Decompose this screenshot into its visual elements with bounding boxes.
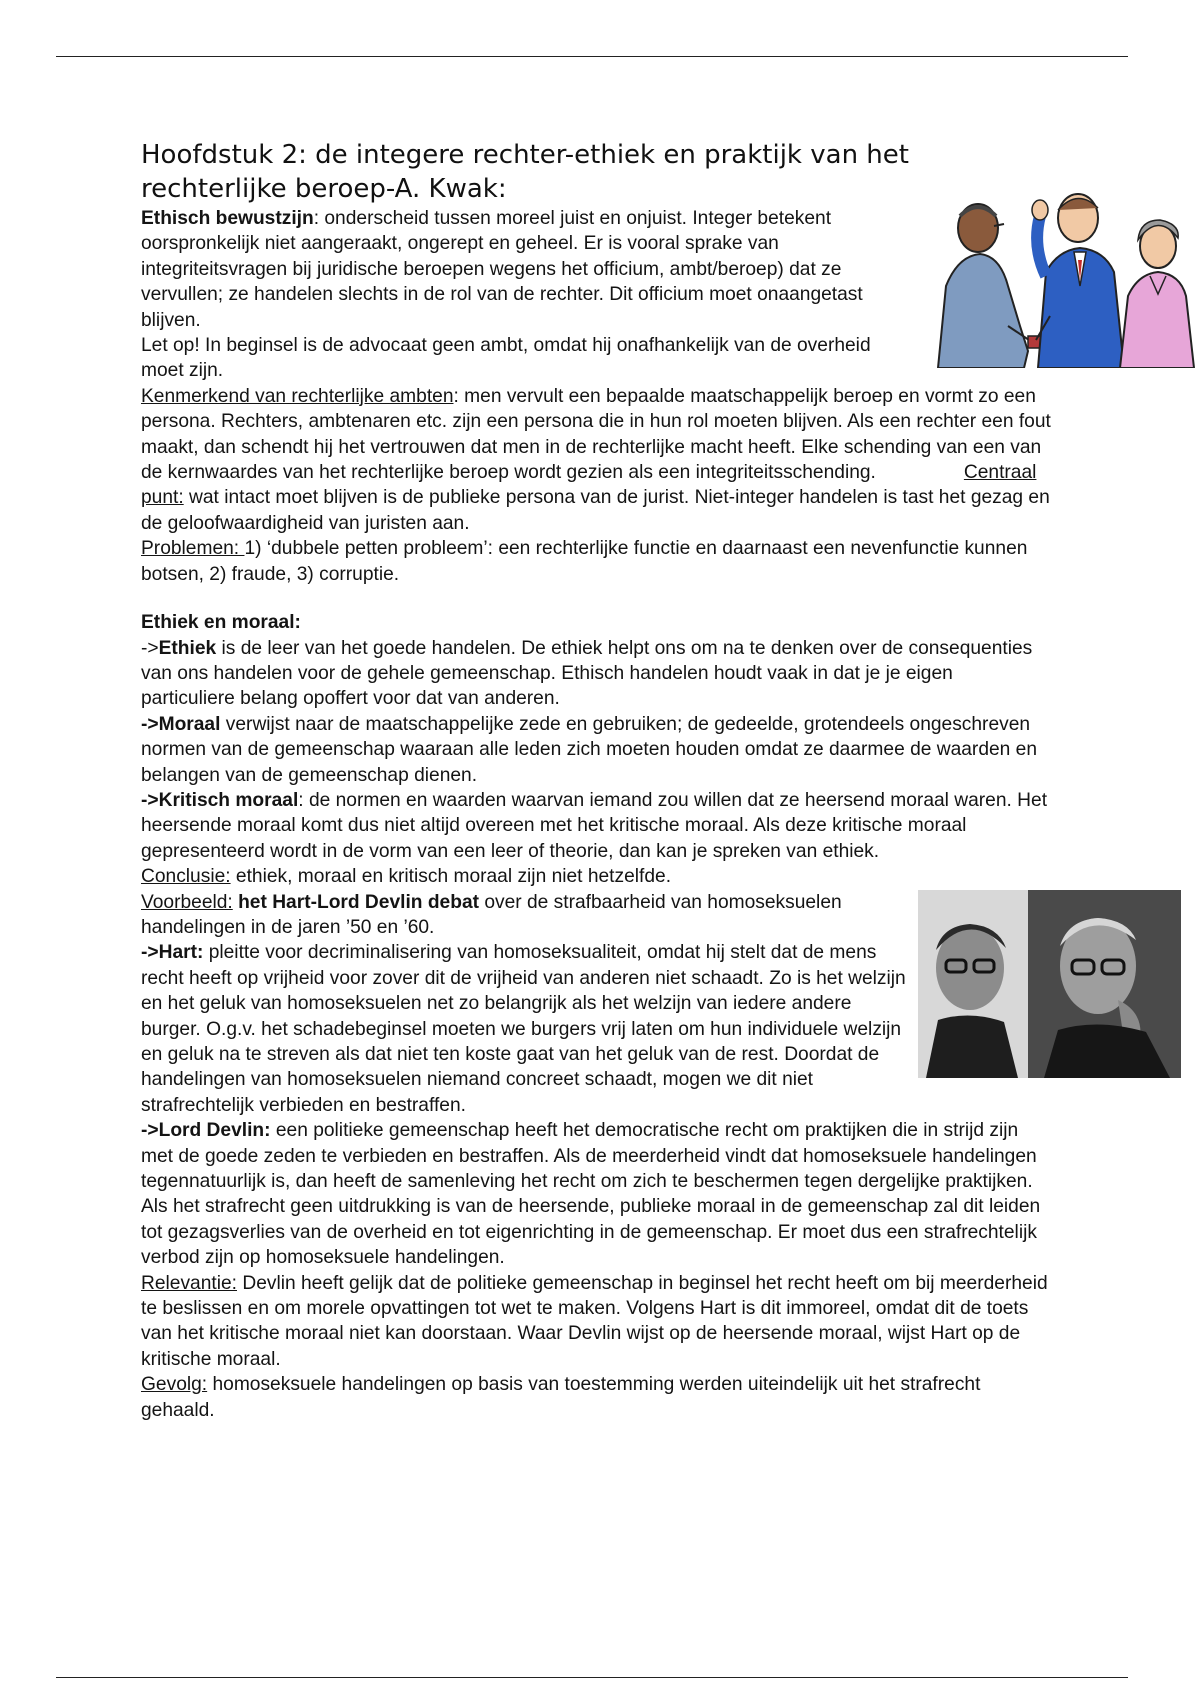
text-ethisch-bewustzijn: : onderscheid tussen moreel juist en onjuist. Integer betekent oorspronkelijk niet aangeraakt, ongerept en geheel. Er is vooral sprake van integriteitsvragen bij juridische beroepen wegens het officium, ambt/beroep) dat ze vervullen; ze handelen slechts in de rol van de rechter. Dit officium moet onaangetast blijven.	[141, 208, 863, 331]
label-centraal-punt: Centraal punt:	[141, 462, 1037, 509]
text-voorbeeld: over de strafbaarheid van homoseksuelen handelingen in de jaren ’50 en ’60.	[141, 891, 842, 938]
text-problemen: 1) ‘dubbele petten probleem’: een rechterlijke functie en daarnaast een nevenfunctie kunnen botsen, 2) fraude, 3) corruptie.	[141, 538, 1028, 585]
text-kenmerkend: : men vervult een bepaalde maatschappelijk beroep en vormt zo een persona. Rechters, ambtenaren etc. zijn een persona die in hun rol moeten blijven. Als een rechter een fout maakt, dan schendt hij het vertrouwen dat men in de rechterlijke macht heeft. Elke schending van een van de kernwaardes van het rechterlijke beroep wordt gezien als een integriteitsschending.	[141, 385, 1051, 484]
sec-kenmerkend	[141, 384, 1051, 536]
para-gevolg	[141, 1372, 1051, 1423]
para-devlin	[141, 1118, 1051, 1270]
term-ethiek: Ethiek	[158, 637, 217, 659]
term-devlin: ->Lord Devlin:	[141, 1120, 271, 1142]
text-ethiek: is de leer van het goede handelen. De ethiek helpt ons om na te denken over de consequenties van ons handelen voor de gehele gemeenschap. Ethisch handelen houdt vaak in dat je je eigen particuliere belang opoffert voor dat van anderen.	[141, 637, 1033, 710]
label-problemen: Problemen:	[141, 538, 245, 560]
term-hart: ->Hart:	[141, 942, 204, 964]
top-rule	[56, 56, 1128, 57]
label-voorbeeld: Voorbeeld:	[141, 891, 233, 913]
text-conclusie: ethiek, moraal en kritisch moraal zijn niet hetzelfde.	[230, 866, 672, 888]
text-gevolg: homoseksuele handelingen op basis van toestemming werden uiteindelijk uit het strafrecht gehaald.	[141, 1374, 981, 1421]
label-conclusie: Conclusie:	[141, 866, 231, 888]
text-moraal: verwijst naar de maatschappelijke zede en gebruiken; de gedeelde, grotendeels ongeschreven normen van de gemeenschap waaraan alle leden zich moeten houden omdat ze daarmee de waarden en belangen van de gemeenschap dienen.	[141, 713, 1038, 786]
para-conclusie	[141, 864, 1051, 889]
term-ethisch-bewustzijn: Ethisch bewustzijn	[141, 208, 314, 229]
judges-clipart-illustration	[928, 176, 1196, 368]
para-ethiek	[141, 636, 1051, 712]
arrow-ethiek: ->	[141, 637, 159, 659]
text-devlin: een politieke gemeenschap heeft het democratische recht om praktijken die in strijd zijn met de goede zeden te verbieden en bestraffen. Als de meerderheid vindt dat homoseksuele handelingen tegennatuurlijk is, dan heeft de samenleving het recht om zich te beschermen tegen dergelijke praktijken. Als het strafrecht geen uitdrukking is van de heersende, publieke moraal in de gemeenschap zal dit leiden tot gezagsverlies van de overheid en tot eigenrichting in de gemeenschap. Er moet dus een strafrechtelijk verbod zijn op homoseksuele handelingen.	[141, 1120, 1041, 1269]
sec-problemen	[141, 536, 1051, 587]
note-advocaat: Let op! In beginsel is de advocaat geen ambt, omdat hij onafhankelijk van de overheid moet zijn.	[141, 335, 871, 382]
page-title: Hoofdstuk 2: de integere rechter-ethiek en praktijk van het rechterlijke beroep-A. Kwak:	[141, 140, 909, 204]
text-kritisch-moraal: : de normen en waarden waarvan iemand zou willen dat ze heersend moraal waren. Het heersende moraal komt dus niet altijd overeen met het kritische moraal. Als deze kritische moraal gepresenteerd wordt in de vorm van een leer of theorie, dan kan je spreken van ethiek.	[141, 789, 1048, 862]
text-relevantie: Devlin heeft gelijk dat de politieke gemeenschap in beginsel het recht heeft om bij meerderheid te beslissen en om morele opvattingen tot wet te maken. Volgens Hart is dit immoreel, omdat dit de toets van het kritische moraal niet kan doorstaan. Waar Devlin wijst op de heersende moraal, wijst Hart op de kritische moraal.	[141, 1272, 1048, 1370]
label-relevantie: Relevantie:	[141, 1272, 237, 1294]
term-kritisch-moraal: ->Kritisch moraal	[141, 789, 299, 811]
para-kritisch-moraal	[141, 788, 1051, 864]
hart-devlin-portrait-photo	[918, 890, 1181, 1078]
bottom-rule	[56, 1677, 1128, 1678]
term-moraal: ->Moraal	[141, 713, 221, 735]
para-hart	[141, 940, 1051, 1118]
document-body	[141, 206, 1051, 1423]
bold-hart-devlin-debat: het Hart-Lord Devlin debat	[232, 891, 480, 913]
heading-ethiek-en-moraal	[141, 610, 1051, 635]
heading-ethiek-text: Ethiek en moraal:	[141, 612, 301, 634]
para-relevantie	[141, 1271, 1051, 1373]
label-gevolg: Gevolg:	[141, 1374, 208, 1396]
para-moraal	[141, 712, 1051, 788]
para-voorbeeld	[141, 890, 1051, 941]
text-centraal-punt: wat intact moet blijven is de publieke persona van de jurist. Niet-integer handelen is tast het gezag en de geloofwaardigheid van juristen aan.	[141, 487, 1050, 534]
text-hart: pleitte voor decriminalisering van homoseksualiteit, omdat hij stelt dat de mens recht heeft op vrijheid voor zover dit de vrijheid van anderen niet schaadt. Zo is het welzijn en het geluk van homoseksuelen net zo belangrijk als het welzijn van iedere andere burger. O.g.v. het schadebeginsel moeten we burgers vrij laten om hun individuele welzijn en geluk na te streven als dat niet ten koste gaat van het geluk van de rest. Doordat de handelingen van homoseksuelen niemand concreet schaadt, mogen we dit niet strafrechtelijk verbieden en bestraffen.	[141, 942, 906, 1116]
sec-ethisch-bewustzijn	[141, 206, 1051, 333]
label-kenmerkend: Kenmerkend van rechterlijke ambten	[141, 385, 454, 407]
